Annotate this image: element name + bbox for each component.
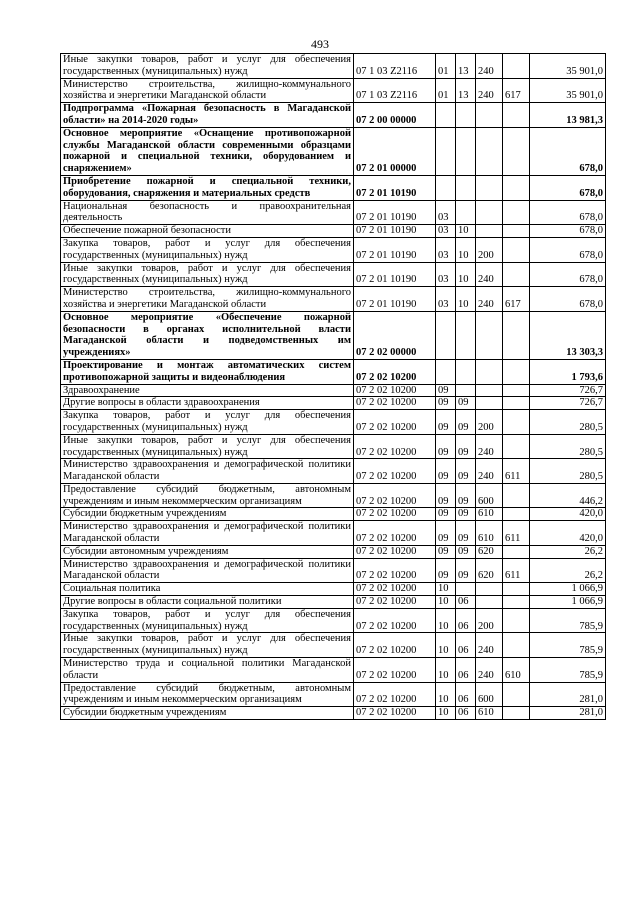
- expense-type-cell: [476, 200, 503, 225]
- budget-table: [60, 53, 606, 720]
- ministry-code-cell: [503, 483, 530, 508]
- row-name-cell: Основное мероприятие «Оснащение противопожарной службы Магаданской области современными образцами пожарной и специальной техники, оборудованием и снаряжением»: [61, 127, 354, 175]
- target-code-cell: 07 2 01 10190: [354, 287, 436, 312]
- target-code-cell: 07 2 02 00000: [354, 311, 436, 359]
- target-code-cell: 07 2 02 10200: [354, 658, 436, 683]
- subsection-cell: [456, 200, 476, 225]
- expense-type-cell: 200: [476, 237, 503, 262]
- subsection-cell: [456, 359, 476, 384]
- section-cell: [436, 103, 456, 128]
- section-cell: 10: [436, 707, 456, 720]
- row-name-cell: Министерство труда и социальной политики Магаданской области: [61, 658, 354, 683]
- ministry-code-cell: [503, 583, 530, 596]
- amount-cell: 280,5: [530, 410, 606, 435]
- table-row: [61, 633, 606, 658]
- target-code-cell: 07 2 01 00000: [354, 127, 436, 175]
- target-code-cell: 07 2 02 10200: [354, 545, 436, 558]
- target-code-cell: 07 2 02 10200: [354, 384, 436, 397]
- section-cell: 03: [436, 262, 456, 287]
- table-row: [61, 682, 606, 707]
- row-name-cell: Субсидии бюджетным учреждениям: [61, 508, 354, 521]
- subsection-cell: [456, 103, 476, 128]
- section-cell: 09: [436, 384, 456, 397]
- amount-cell: 785,9: [530, 633, 606, 658]
- budget-table-body: [61, 54, 606, 720]
- target-code-cell: 07 2 02 10200: [354, 558, 436, 583]
- subsection-cell: 09: [456, 558, 476, 583]
- expense-type-cell: 240: [476, 262, 503, 287]
- amount-cell: 13 303,3: [530, 311, 606, 359]
- table-row: [61, 175, 606, 200]
- expense-type-cell: [476, 127, 503, 175]
- target-code-cell: 07 2 00 00000: [354, 103, 436, 128]
- amount-cell: 678,0: [530, 175, 606, 200]
- target-code-cell: 07 2 02 10200: [354, 608, 436, 633]
- table-row: [61, 596, 606, 609]
- expense-type-cell: [476, 583, 503, 596]
- target-code-cell: 07 2 01 10190: [354, 225, 436, 238]
- subsection-cell: 09: [456, 397, 476, 410]
- subsection-cell: [456, 311, 476, 359]
- amount-cell: 35 901,0: [530, 78, 606, 103]
- row-name-cell: Национальная безопасность и правоохранительная деятельность: [61, 200, 354, 225]
- row-name-cell: Закупка товаров, работ и услуг для обеспечения государственных (муниципальных) нужд: [61, 410, 354, 435]
- expense-type-cell: 620: [476, 558, 503, 583]
- subsection-cell: [456, 175, 476, 200]
- ministry-code-cell: [503, 54, 530, 79]
- ministry-code-cell: [503, 682, 530, 707]
- target-code-cell: 07 2 02 10200: [354, 508, 436, 521]
- section-cell: [436, 175, 456, 200]
- amount-cell: 420,0: [530, 508, 606, 521]
- target-code-cell: 07 2 02 10200: [354, 397, 436, 410]
- expense-type-cell: 240: [476, 459, 503, 484]
- amount-cell: 678,0: [530, 237, 606, 262]
- section-cell: 10: [436, 633, 456, 658]
- expense-type-cell: [476, 311, 503, 359]
- table-row: [61, 384, 606, 397]
- target-code-cell: 07 2 02 10200: [354, 459, 436, 484]
- table-row: [61, 200, 606, 225]
- table-row: [61, 583, 606, 596]
- page-number: 493: [311, 37, 329, 51]
- target-code-cell: 07 2 01 10190: [354, 262, 436, 287]
- amount-cell: 726,7: [530, 397, 606, 410]
- section-cell: 09: [436, 410, 456, 435]
- section-cell: [436, 127, 456, 175]
- target-code-cell: 07 2 01 10190: [354, 175, 436, 200]
- amount-cell: 1 066,9: [530, 596, 606, 609]
- ministry-code-cell: [503, 175, 530, 200]
- table-row: [61, 459, 606, 484]
- expense-type-cell: 610: [476, 508, 503, 521]
- amount-cell: 446,2: [530, 483, 606, 508]
- amount-cell: 280,5: [530, 459, 606, 484]
- table-row: [61, 483, 606, 508]
- ministry-code-cell: [503, 237, 530, 262]
- subsection-cell: 10: [456, 287, 476, 312]
- subsection-cell: 09: [456, 545, 476, 558]
- ministry-code-cell: [503, 633, 530, 658]
- target-code-cell: 07 2 02 10200: [354, 707, 436, 720]
- row-name-cell: Министерство строительства, жилищно-коммунального хозяйства и энергетики Магаданской области: [61, 78, 354, 103]
- section-cell: 09: [436, 459, 456, 484]
- table-row: [61, 558, 606, 583]
- subsection-cell: 06: [456, 608, 476, 633]
- row-name-cell: Министерство здравоохранения и демографической политики Магаданской области: [61, 521, 354, 546]
- section-cell: [436, 359, 456, 384]
- expense-type-cell: 240: [476, 54, 503, 79]
- row-name-cell: Другие вопросы в области социальной политики: [61, 596, 354, 609]
- table-row: [61, 545, 606, 558]
- row-name-cell: Министерство здравоохранения и демографической политики Магаданской области: [61, 558, 354, 583]
- row-name-cell: Иные закупки товаров, работ и услуг для обеспечения государственных (муниципальных) нужд: [61, 434, 354, 459]
- amount-cell: 420,0: [530, 521, 606, 546]
- expense-type-cell: 610: [476, 521, 503, 546]
- amount-cell: 26,2: [530, 558, 606, 583]
- subsection-cell: 09: [456, 410, 476, 435]
- row-name-cell: Социальная политика: [61, 583, 354, 596]
- amount-cell: 281,0: [530, 707, 606, 720]
- ministry-code-cell: [503, 200, 530, 225]
- subsection-cell: [456, 127, 476, 175]
- target-code-cell: 07 2 02 10200: [354, 410, 436, 435]
- subsection-cell: 09: [456, 459, 476, 484]
- expense-type-cell: [476, 103, 503, 128]
- table-row: [61, 103, 606, 128]
- section-cell: 09: [436, 483, 456, 508]
- row-name-cell: Другие вопросы в области здравоохранения: [61, 397, 354, 410]
- row-name-cell: Здравоохранение: [61, 384, 354, 397]
- section-cell: 10: [436, 596, 456, 609]
- target-code-cell: 07 1 03 Z2116: [354, 78, 436, 103]
- ministry-code-cell: [503, 508, 530, 521]
- table-row: [61, 508, 606, 521]
- section-cell: 09: [436, 397, 456, 410]
- expense-type-cell: 600: [476, 483, 503, 508]
- row-name-cell: Закупка товаров, работ и услуг для обеспечения государственных (муниципальных) нужд: [61, 608, 354, 633]
- expense-type-cell: 240: [476, 633, 503, 658]
- amount-cell: 35 901,0: [530, 54, 606, 79]
- table-row: [61, 311, 606, 359]
- amount-cell: 678,0: [530, 200, 606, 225]
- target-code-cell: 07 2 02 10200: [354, 583, 436, 596]
- target-code-cell: 07 2 02 10200: [354, 596, 436, 609]
- target-code-cell: 07 2 02 10200: [354, 521, 436, 546]
- amount-cell: 13 981,3: [530, 103, 606, 128]
- ministry-code-cell: [503, 545, 530, 558]
- target-code-cell: 07 2 02 10200: [354, 483, 436, 508]
- expense-type-cell: 240: [476, 287, 503, 312]
- table-row: [61, 707, 606, 720]
- section-cell: 09: [436, 558, 456, 583]
- row-name-cell: Предоставление субсидий бюджетным, автономным учреждениям и иным некоммерческим организациям: [61, 682, 354, 707]
- table-row: [61, 127, 606, 175]
- section-cell: 09: [436, 508, 456, 521]
- expense-type-cell: [476, 397, 503, 410]
- section-cell: [436, 311, 456, 359]
- row-name-cell: Проектирование и монтаж автоматических систем противопожарной защиты и видеонаблюдения: [61, 359, 354, 384]
- table-row: [61, 397, 606, 410]
- section-cell: 01: [436, 54, 456, 79]
- amount-cell: 1 066,9: [530, 583, 606, 596]
- subsection-cell: 06: [456, 633, 476, 658]
- expense-type-cell: 240: [476, 78, 503, 103]
- ministry-code-cell: [503, 127, 530, 175]
- row-name-cell: Министерство здравоохранения и демографической политики Магаданской области: [61, 459, 354, 484]
- expense-type-cell: 240: [476, 434, 503, 459]
- subsection-cell: [456, 583, 476, 596]
- subsection-cell: 06: [456, 596, 476, 609]
- ministry-code-cell: [503, 225, 530, 238]
- target-code-cell: 07 1 03 Z2116: [354, 54, 436, 79]
- expense-type-cell: 610: [476, 707, 503, 720]
- subsection-cell: 13: [456, 78, 476, 103]
- table-row: [61, 262, 606, 287]
- table-row: [61, 434, 606, 459]
- ministry-code-cell: [503, 397, 530, 410]
- target-code-cell: 07 2 02 10200: [354, 682, 436, 707]
- section-cell: 10: [436, 608, 456, 633]
- subsection-cell: 10: [456, 225, 476, 238]
- subsection-cell: [456, 384, 476, 397]
- target-code-cell: 07 2 02 10200: [354, 359, 436, 384]
- row-name-cell: Министерство строительства, жилищно-коммунального хозяйства и энергетики Магаданской области: [61, 287, 354, 312]
- subsection-cell: 13: [456, 54, 476, 79]
- ministry-code-cell: [503, 410, 530, 435]
- ministry-code-cell: [503, 262, 530, 287]
- subsection-cell: 09: [456, 483, 476, 508]
- amount-cell: 726,7: [530, 384, 606, 397]
- table-row: [61, 237, 606, 262]
- ministry-code-cell: 611: [503, 521, 530, 546]
- subsection-cell: 06: [456, 707, 476, 720]
- section-cell: 10: [436, 583, 456, 596]
- amount-cell: 785,9: [530, 608, 606, 633]
- table-row: [61, 54, 606, 79]
- ministry-code-cell: [503, 608, 530, 633]
- ministry-code-cell: [503, 359, 530, 384]
- amount-cell: 678,0: [530, 225, 606, 238]
- table-row: [61, 608, 606, 633]
- amount-cell: 1 793,6: [530, 359, 606, 384]
- expense-type-cell: [476, 225, 503, 238]
- section-cell: 03: [436, 225, 456, 238]
- expense-type-cell: 200: [476, 608, 503, 633]
- row-name-cell: Подпрограмма «Пожарная безопасность в Магаданской области» на 2014-2020 годы»: [61, 103, 354, 128]
- table-row: [61, 658, 606, 683]
- expense-type-cell: [476, 596, 503, 609]
- ministry-code-cell: [503, 384, 530, 397]
- amount-cell: 785,9: [530, 658, 606, 683]
- subsection-cell: 09: [456, 521, 476, 546]
- amount-cell: 678,0: [530, 262, 606, 287]
- row-name-cell: Закупка товаров, работ и услуг для обеспечения государственных (муниципальных) нужд: [61, 237, 354, 262]
- ministry-code-cell: [503, 434, 530, 459]
- subsection-cell: 06: [456, 682, 476, 707]
- ministry-code-cell: 617: [503, 78, 530, 103]
- subsection-cell: 10: [456, 262, 476, 287]
- target-code-cell: 07 2 01 10190: [354, 200, 436, 225]
- section-cell: 03: [436, 200, 456, 225]
- section-cell: 10: [436, 682, 456, 707]
- row-name-cell: Приобретение пожарной и специальной техники, оборудования, снаряжения и материальных средств: [61, 175, 354, 200]
- amount-cell: 678,0: [530, 287, 606, 312]
- ministry-code-cell: 611: [503, 558, 530, 583]
- row-name-cell: Иные закупки товаров, работ и услуг для обеспечения государственных (муниципальных) нужд: [61, 262, 354, 287]
- row-name-cell: Иные закупки товаров, работ и услуг для обеспечения государственных (муниципальных) нужд: [61, 633, 354, 658]
- expense-type-cell: 200: [476, 410, 503, 435]
- row-name-cell: Субсидии бюджетным учреждениям: [61, 707, 354, 720]
- table-row: [61, 359, 606, 384]
- target-code-cell: 07 2 02 10200: [354, 434, 436, 459]
- table-row: [61, 287, 606, 312]
- section-cell: 03: [436, 287, 456, 312]
- table-row: [61, 521, 606, 546]
- ministry-code-cell: 610: [503, 658, 530, 683]
- expense-type-cell: 600: [476, 682, 503, 707]
- amount-cell: 26,2: [530, 545, 606, 558]
- ministry-code-cell: [503, 103, 530, 128]
- expense-type-cell: [476, 384, 503, 397]
- target-code-cell: 07 2 01 10190: [354, 237, 436, 262]
- subsection-cell: 10: [456, 237, 476, 262]
- subsection-cell: 09: [456, 434, 476, 459]
- section-cell: 09: [436, 434, 456, 459]
- ministry-code-cell: [503, 311, 530, 359]
- amount-cell: 678,0: [530, 127, 606, 175]
- ministry-code-cell: 617: [503, 287, 530, 312]
- section-cell: 09: [436, 521, 456, 546]
- subsection-cell: 09: [456, 508, 476, 521]
- subsection-cell: 06: [456, 658, 476, 683]
- ministry-code-cell: [503, 596, 530, 609]
- section-cell: 01: [436, 78, 456, 103]
- expense-type-cell: 620: [476, 545, 503, 558]
- table-row: [61, 78, 606, 103]
- row-name-cell: Субсидии автономным учреждениям: [61, 545, 354, 558]
- row-name-cell: Предоставление субсидий бюджетным, автономным учреждениям и иным некоммерческим организациям: [61, 483, 354, 508]
- amount-cell: 281,0: [530, 682, 606, 707]
- table-row: [61, 410, 606, 435]
- section-cell: 03: [436, 237, 456, 262]
- ministry-code-cell: 611: [503, 459, 530, 484]
- expense-type-cell: [476, 175, 503, 200]
- ministry-code-cell: [503, 707, 530, 720]
- table-row: [61, 225, 606, 238]
- row-name-cell: Обеспечение пожарной безопасности: [61, 225, 354, 238]
- target-code-cell: 07 2 02 10200: [354, 633, 436, 658]
- amount-cell: 280,5: [530, 434, 606, 459]
- expense-type-cell: 240: [476, 658, 503, 683]
- row-name-cell: Основное мероприятие «Обеспечение пожарной безопасности в органах исполнительной власти Магаданской области и подведомственных им учреждениях»: [61, 311, 354, 359]
- expense-type-cell: [476, 359, 503, 384]
- row-name-cell: Иные закупки товаров, работ и услуг для обеспечения государственных (муниципальных) нужд: [61, 54, 354, 79]
- section-cell: 10: [436, 658, 456, 683]
- section-cell: 09: [436, 545, 456, 558]
